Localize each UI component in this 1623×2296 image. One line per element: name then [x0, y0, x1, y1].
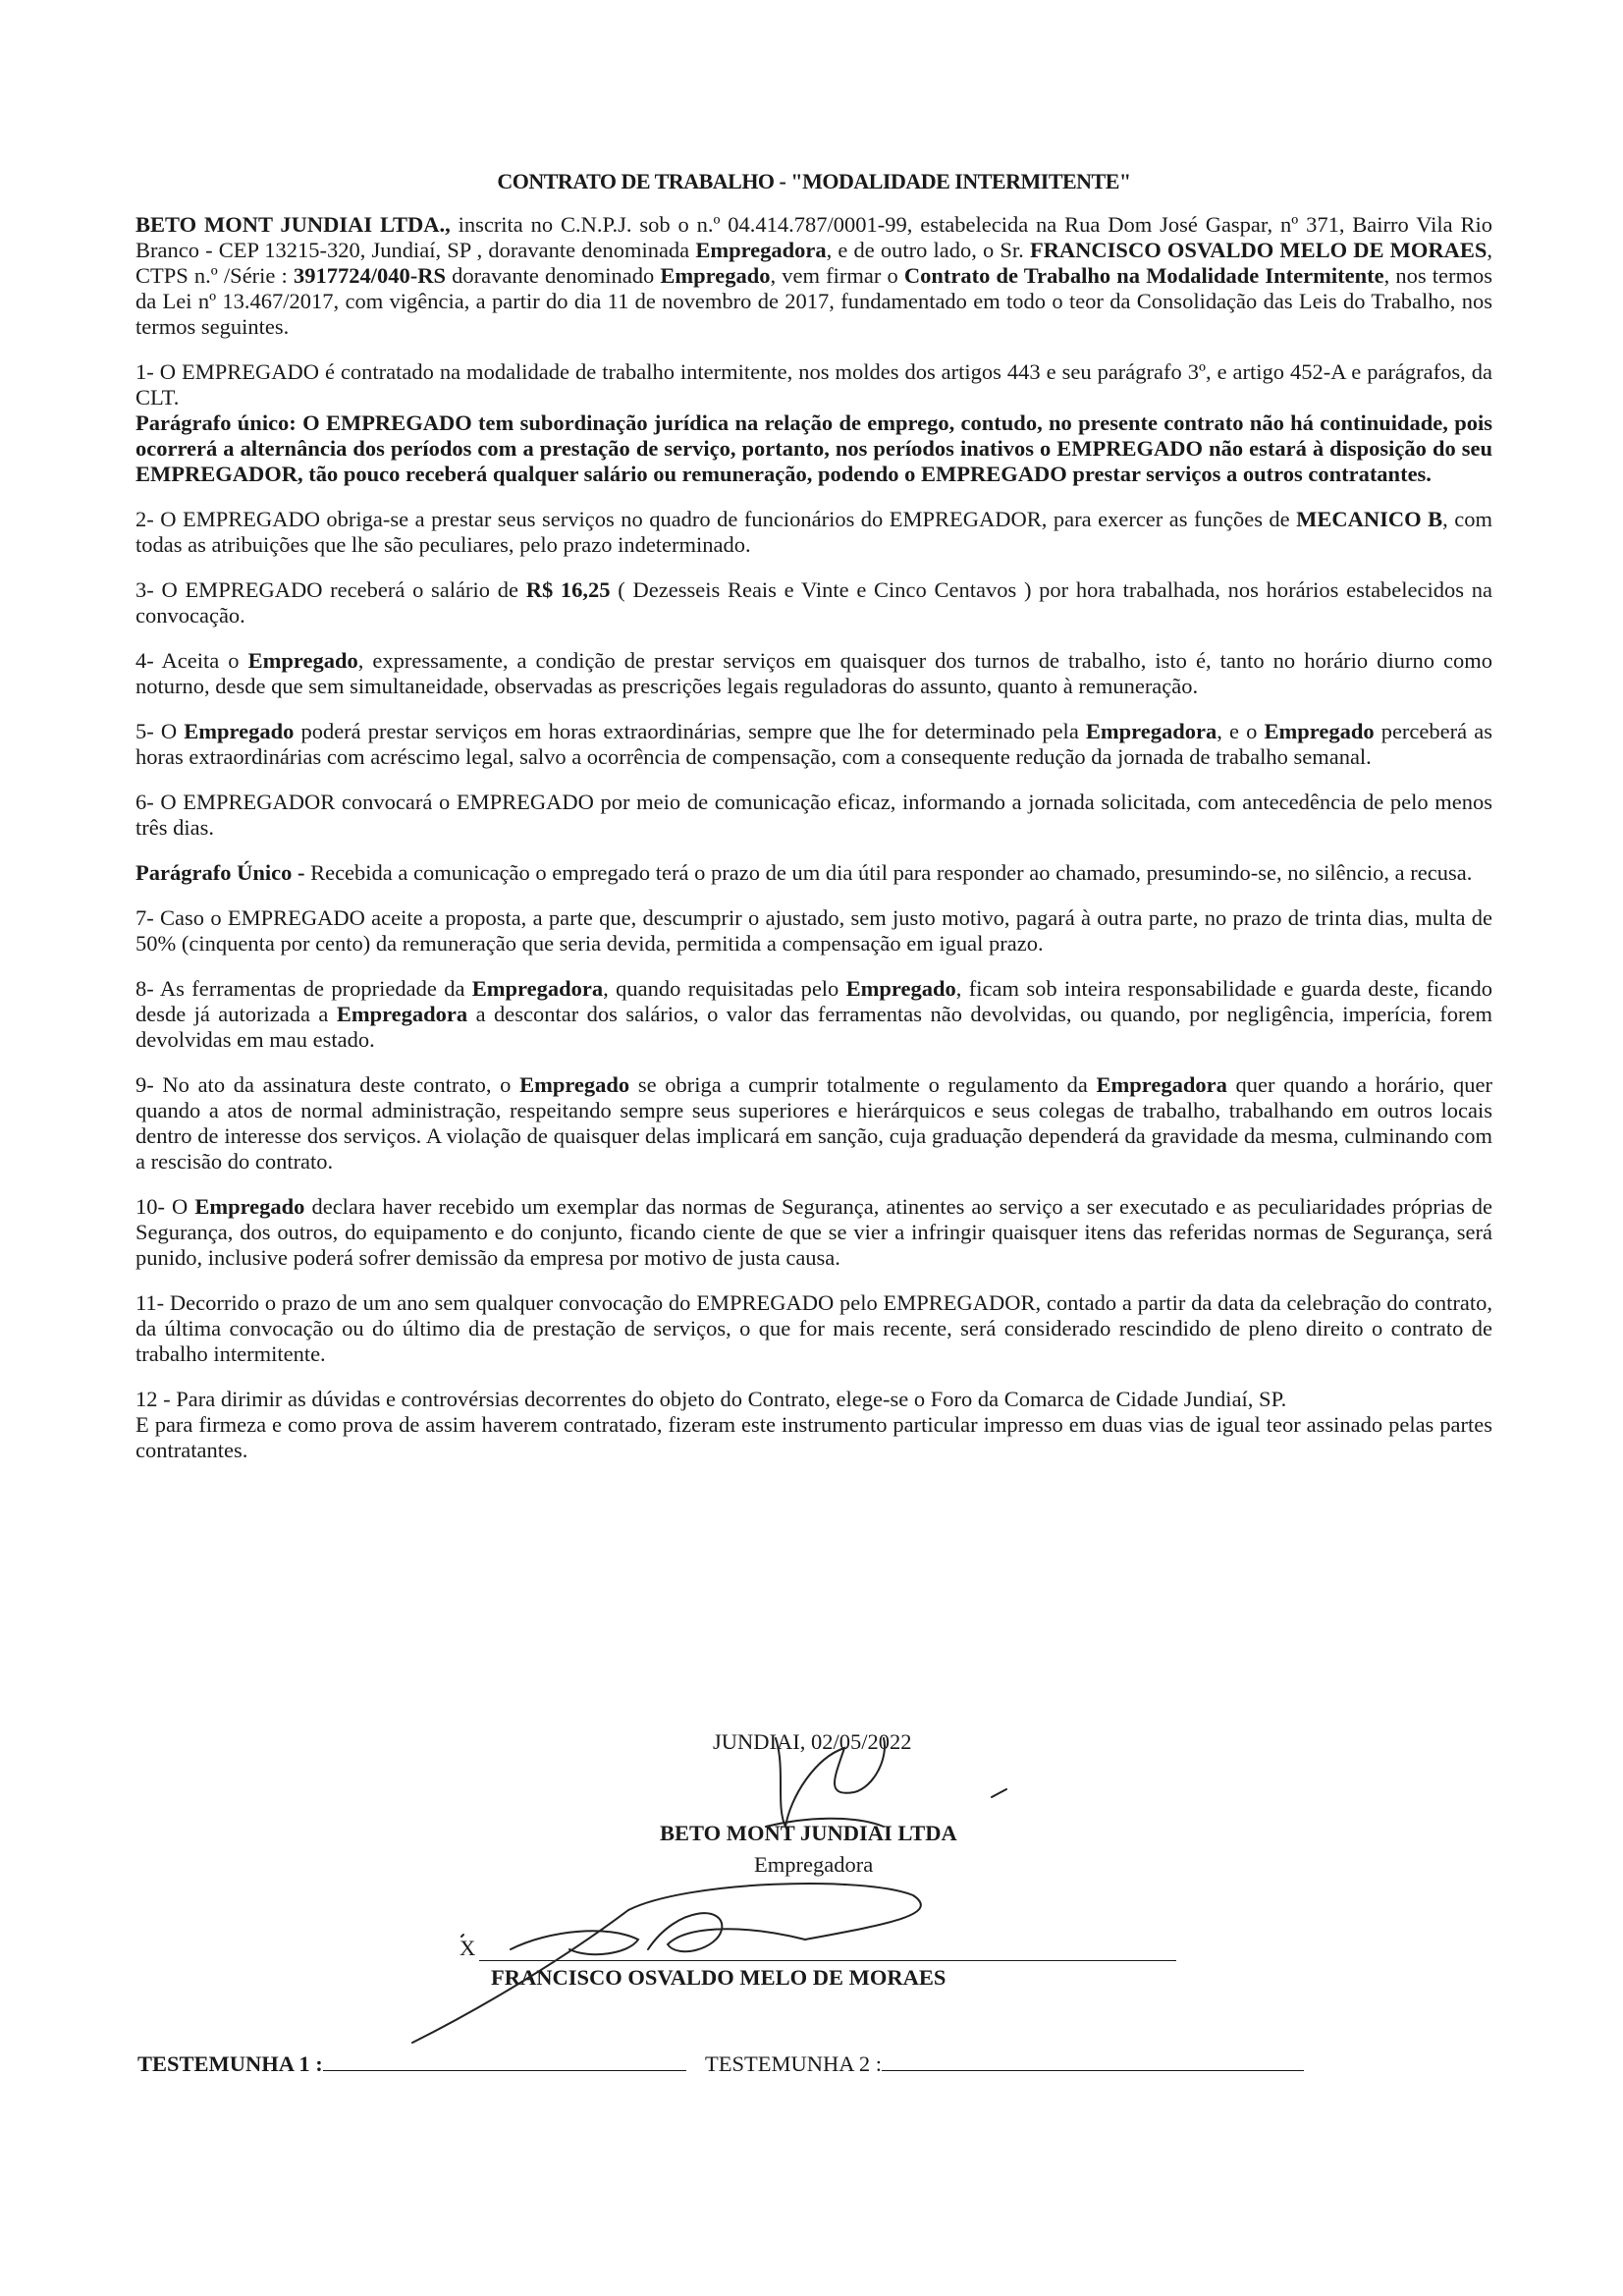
company-signature-stroke [766, 1819, 884, 1827]
clause-1: 1- O EMPREGADO é contratado na modalidade de trabalho intermitente, nos moldes dos artigos 443 e seu parágrafo 3º, e artigo 452-A e parágrafos, da CLT. [135, 359, 1492, 410]
contract-name: Contrato de Trabalho na Modalidade Intermitente [903, 263, 1384, 288]
employee-signature-stroke [628, 1884, 921, 1940]
clause-11: 11- Decorrido o prazo de um ano sem qualquer convocação do EMPREGADO pelo EMPREGADOR, contado a partir da data da celebração do contrato, da última convocação ou do último dia de prestação de serviços, o que for mais recente, será considerado rescindido de pleno direito o contrato de trabalho intermitente. [135, 1290, 1492, 1366]
clause-10: 10- O Empregado declara haver recebido um exemplar das normas de Segurança, atinentes ao serviço a ser executado e as peculiaridades próprias de Segurança, dos outros, do equipamento e do conjunto, ficando ciente de que se vier a infringir quaisquer itens das referidas normas de Segurança, será punido, inclusive poderá sofrer demissão da empresa por motivo de justa causa. [135, 1194, 1492, 1270]
company-signature-stroke [992, 1789, 1006, 1797]
document-title: CONTRATO DE TRABALHO - "MODALIDADE INTERMITENTE" [497, 169, 1131, 193]
clause-6: 6- O EMPREGADOR convocará o EMPREGADO por meio de comunicação eficaz, informando a jornada solicitada, com antecedência de pelo menos três dias. [135, 790, 1492, 840]
clause-4: 4- Aceita o Empregado, expressamente, a condição de prestar serviços em quaisquer dos turnos de trabalho, isto é, tanto no horário diurno como noturno, desde que sem simultaneidade, observadas as prescrições legais reguladoras do assunto, quanto à remuneração. [135, 648, 1492, 698]
employee-signature-stroke [461, 1935, 463, 1937]
clause-1-unique-paragraph: Parágrafo único: O EMPREGADO tem subordinação jurídica na relação de emprego, contudo, no presente contrato não há continuidade, pois ocorrerá a alternância dos períodos com a prestação de serviço, portanto, nos períodos inativos o EMPREGADO não estará à disposição do seu EMPREGADOR, tão pouco receberá qualquer salário ou remuneração, podendo o EMPREGADO prestar serviços a outros contratantes. [135, 410, 1492, 486]
employee-name: FRANCISCO OSVALDO MELO DE MORAES [1029, 238, 1488, 262]
clause-6-unique-paragraph: Parágrafo Único - Recebida a comunicação o empregado terá o prazo de um dia útil para responder ao chamado, presumindo-se, no silêncio, a recusa. [135, 860, 1473, 885]
ctps-number: 3917724/040-RS [293, 263, 446, 288]
clause-7: 7- Caso o EMPREGADO aceite a proposta, a parte que, descumprir o ajustado, sem justo motivo, pagará à outra parte, no prazo de trinta dias, multa de 50% (cinquenta por cento) da remuneração que seria devida, permitida a compensação em igual prazo. [135, 905, 1492, 956]
company-name: BETO MONT JUNDIAI LTDA., [135, 212, 451, 237]
clause-9: 9- No ato da assinatura deste contrato, o Empregado se obriga a cumprir totalmente o regulamento da Empregadora quer quando a horário, quer quando a atos de normal administração, respeitando sempre seus superiores e hierárquicos e seus colegas de trabalho, trabalhando em outros locais dentro de interesse dos serviços. A violação de quaisquer delas implicará em sanção, cuja graduação dependerá da gravidade da mesma, culminando com a rescisão do contrato. [135, 1072, 1493, 1174]
witness-1-label: TESTEMUNHA 1 : [137, 2049, 686, 2077]
company-signature-name: BETO MONT JUNDIAI LTDA [660, 1821, 957, 1845]
x-mark: X [460, 1936, 476, 1960]
clause-12: 12 - Para dirimir as dúvidas e controvérsias decorrentes do objeto do Contrato, elege-se o Foro da Comarca de Cidade Jundiaí, SP. [135, 1387, 1287, 1411]
clause-5: 5- O Empregado poderá prestar serviços em horas extraordinárias, sempre que lhe for determinado pela Empregadora, e o Empregado perceberá as horas extraordinárias com acréscimo legal, salvo a ocorrência de compensação, com a consequente redução da jornada de trabalho semanal. [135, 719, 1492, 769]
closing-statement: E para firmeza e como prova de assim haverem contratado, fizeram este instrumento particular impresso em duas vias de igual teor assinado pelas partes contratantes. [135, 1412, 1492, 1462]
job-role: MECANICO B [1296, 507, 1443, 531]
company-signature-stroke [776, 1738, 885, 1827]
employee-signature-stroke [412, 1910, 628, 2043]
contract-body [135, 169, 1492, 1483]
employee-signature-stroke [648, 1913, 805, 1951]
salary-amount: R$ 16,25 [525, 577, 611, 602]
employee-signature-stroke [511, 1931, 638, 1954]
employee-signature-line [479, 1960, 1176, 1961]
company-role: Empregadora [754, 1852, 874, 1877]
clause-8: 8- As ferramentas de propriedade da Empregadora, quando requisitadas pelo Empregado, ficam sob inteira responsabilidade e guarda deste, ficando desde já autorizada a Empregadora a descontar dos salários, o valor das ferramentas não devolvidas, ou quando, por negligência, imperícia, forem devolvidas em mau estado. [135, 976, 1492, 1052]
place-date: JUNDIAI, 02/05/2022 [713, 1729, 912, 1754]
clause-2: 2- O EMPREGADO obriga-se a prestar seus serviços no quadro de funcionários do EMPREGADOR, para exercer as funções de MECANICO B, com todas as atribuições que lhe são peculiares, pelo prazo indeterminado. [135, 507, 1492, 557]
employee-signature-name: FRANCISCO OSVALDO MELO DE MORAES [491, 1965, 947, 1990]
witness-2-label: TESTEMUNHA 2 : [705, 2049, 1304, 2077]
intro-paragraph: BETO MONT JUNDIAI LTDA., inscrita no C.N.P.J. sob o n.º 04.414.787/0001-99, estabelecida na Rua Dom José Gaspar, nº 371, Bairro Vila Rio Branco - CEP 13215-320, Jundiaí, SP , doravante denominada Empregadora, e de outro lado, o Sr. FRANCISCO OSVALDO MELO DE MORAES, CTPS n.º /Série : 3917724/040-RS doravante denominado Empregado, vem firmar o Contrato de Trabalho na Modalidade Intermitente, nos termos da Lei nº 13.467/2017, com vigência, a partir do dia 11 de novembro de 2017, fundamentado em todo o teor da Consolidação das Leis do Trabalho, nos termos seguintes. [135, 212, 1492, 339]
clause-3: 3- O EMPREGADO receberá o salário de R$ 16,25 ( Dezesseis Reais e Vinte e Cinco Centavos ) por hora trabalhada, nos horários estabelecidos na convocação. [135, 577, 1492, 628]
witness-1-line [323, 2049, 686, 2071]
witness-2-line [882, 2049, 1304, 2071]
